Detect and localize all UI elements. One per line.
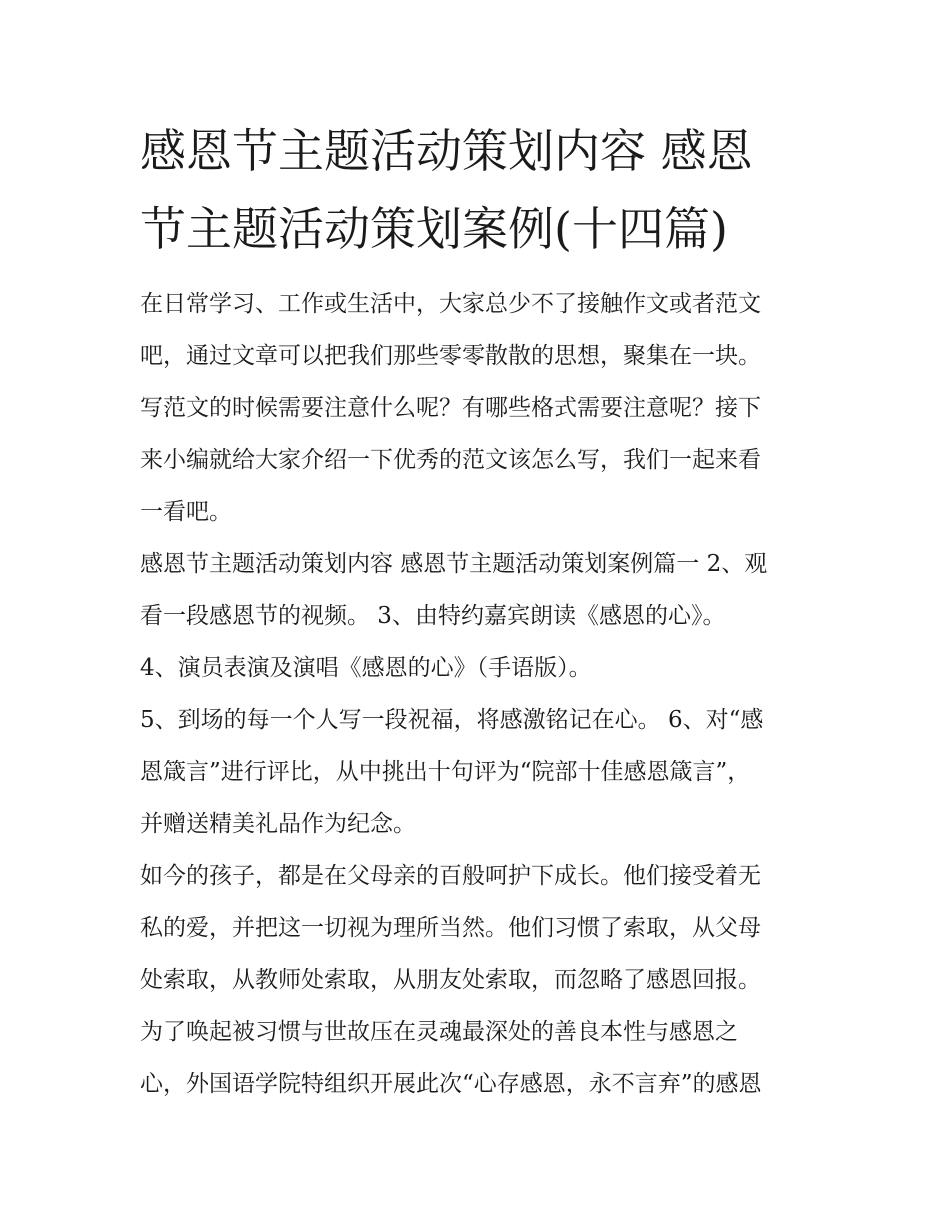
body-line: 来小编就给大家介绍一下优秀的范文该怎么写，我们一起来看: [140, 447, 761, 473]
document-page: [140, 112, 812, 1110]
body-line: 心，外国语学院特组织开展此次“心存感恩，永不言弃”的感恩: [140, 1071, 762, 1097]
body-line: 4、演员表演及演唱《感恩的心》（手语版）。: [140, 655, 592, 681]
body-line: 恩箴言”进行评比，从中挑出十句评为“院部十佳感恩箴言”，: [140, 759, 751, 785]
body-line: 如今的孩子，都是在父母亲的百般呵护下成长。他们接受着无: [140, 863, 761, 889]
body-line: 处索取，从教师处索取，从朋友处索取，而忽略了感恩回报。: [140, 967, 761, 993]
body-line: 感恩节主题活动策划内容 感恩节主题活动策划案例篇一 2、观: [140, 551, 768, 577]
body-line: 吧，通过文章可以把我们那些零零散散的思想，聚集在一块。: [140, 343, 761, 369]
body-line: 一看吧。: [140, 499, 232, 525]
title-line: 感恩节主题活动策划内容 感恩: [140, 124, 753, 178]
body-line: 看一段感恩节的视频。 3、由特约嘉宾朗读《感恩的心》。: [140, 603, 726, 629]
body-line: 并赠送精美礼品作为纪念。: [140, 811, 416, 837]
title-line: 节主题活动策划案例(十四篇): [140, 202, 728, 256]
body-line: 私的爱，并把这一切视为理所当然。他们习惯了索取，从父母: [140, 915, 761, 941]
body-line: 在日常学习、工作或生活中，大家总少不了接触作文或者范文: [140, 291, 761, 317]
document-title: [140, 112, 812, 268]
body-line: 为了唤起被习惯与世故压在灵魂最深处的善良本性与感恩之: [140, 1019, 738, 1045]
body-line: 5、到场的每一个人写一段祝福，将感激铭记在心。 6、对“感: [140, 707, 764, 733]
document-body: [140, 278, 812, 1110]
body-line: 写范文的时候需要注意什么呢？有哪些格式需要注意呢？接下: [140, 395, 761, 421]
